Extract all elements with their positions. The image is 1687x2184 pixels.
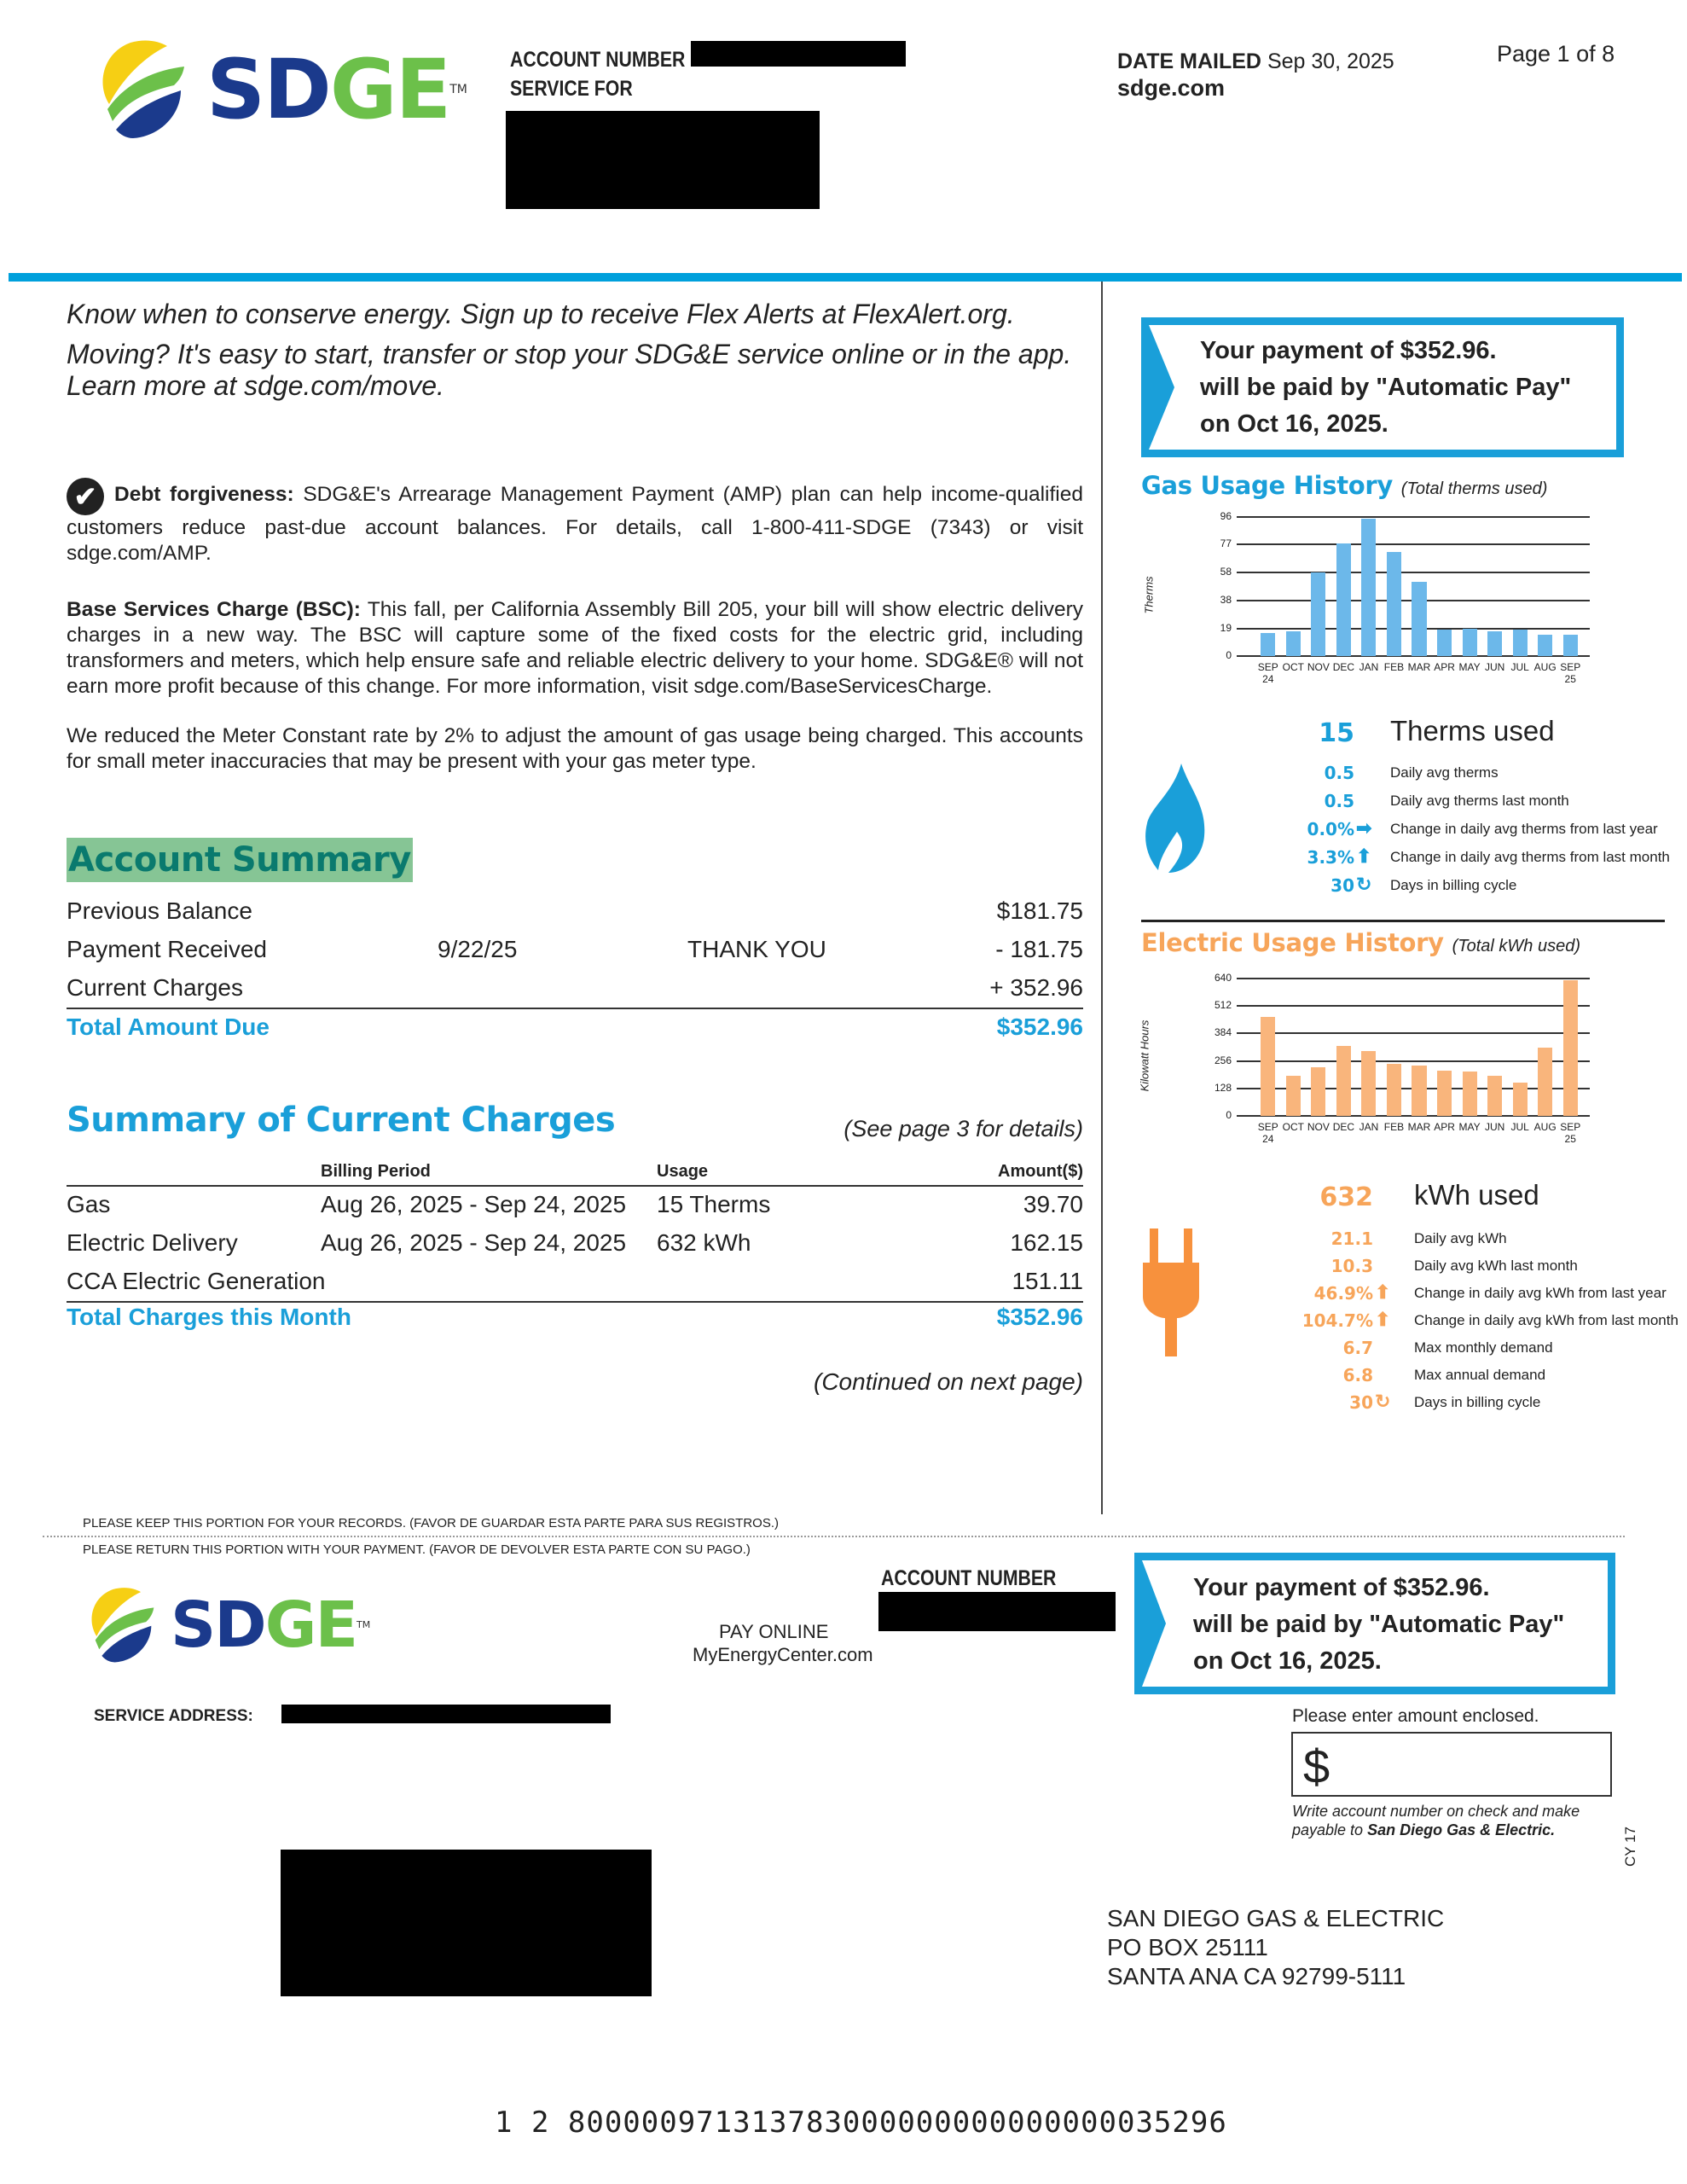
bar-nov xyxy=(1311,572,1325,656)
gas-chart-ylabel: Therms xyxy=(1142,576,1156,614)
stat-label: Max annual demand xyxy=(1414,1367,1546,1383)
bar-feb xyxy=(1387,1064,1401,1116)
sdge-logo xyxy=(92,36,467,143)
amount-enclosed-input[interactable] xyxy=(1291,1732,1612,1797)
y-tick-label: 19 xyxy=(1220,621,1232,634)
summary-row-label: Payment Received xyxy=(67,936,268,962)
y-tick-label: 0 xyxy=(1226,649,1232,661)
meter-constant-notice: We reduced the Meter Constant rate by 2% to adjust the amount of gas usage being charged. This accounts for small meter inaccuracies that may be present with your gas meter type. xyxy=(67,724,1083,773)
charge-amount: 151.11 xyxy=(1012,1268,1083,1294)
logo-ge: GE xyxy=(264,1589,357,1662)
charge-label: Gas xyxy=(67,1191,111,1217)
electric-usage-subtitle: (Total kWh used) xyxy=(1452,937,1581,956)
summary-row-payment-received xyxy=(67,932,1083,967)
x-tick-label: NOV xyxy=(1307,1121,1330,1133)
flex-alert-notice: Know when to conserve energy. Sign up to receive Flex Alerts at FlexAlert.org. xyxy=(67,299,1015,329)
y-tick-label: 38 xyxy=(1220,594,1232,607)
service-address-redacted xyxy=(281,1705,611,1723)
bar-oct xyxy=(1286,1076,1301,1116)
total-charges-label: Total Charges this Month xyxy=(67,1304,351,1330)
bsc-body: This fall, per California Assembly Bill 205, your bill will show electric delivery charges in a new way. The BSC will capture some of the fixed costs for the electric grid, including transformers and meters, which help ensure safe and reliable electric delivery to your home. SDG&E® will not earn more profit because of this change. For more information, visit sdge.com/BaseServicesCharge. xyxy=(67,598,1083,698)
x-tick-label: NOV xyxy=(1307,661,1330,673)
electric-usage-title-text: Electric Usage History xyxy=(1141,928,1444,957)
x-tick-label: APR xyxy=(1434,1121,1455,1133)
autopay-line2: will be paid by "Automatic Pay" xyxy=(1200,374,1572,401)
logo-sd: SD xyxy=(171,1589,265,1662)
x-tick-label: MAY xyxy=(1458,661,1481,673)
stat-value: 21.1 xyxy=(1330,1228,1373,1249)
bar-sep-25 xyxy=(1563,980,1578,1116)
autopay-line1: Your payment of $352.96. xyxy=(1193,1574,1490,1601)
arrow-marker-icon xyxy=(1142,1560,1166,1687)
summary-row-current-charges xyxy=(67,971,1083,1005)
stat-label: Therms used xyxy=(1390,715,1555,746)
x-tick-label: MAY xyxy=(1458,1121,1481,1133)
summary-row-date: 9/22/25 xyxy=(438,936,518,962)
remit-address xyxy=(1107,1904,1444,1991)
electric-usage-chart xyxy=(1214,972,1600,1145)
gas-usage-subtitle: (Total therms used) xyxy=(1400,479,1548,498)
charge-period: Aug 26, 2025 - Sep 24, 2025 xyxy=(321,1229,627,1256)
check-instructions xyxy=(1292,1802,1580,1839)
stat-value: 30 xyxy=(1349,1392,1373,1413)
remit-address-line1: SAN DIEGO GAS & ELECTRIC xyxy=(1107,1905,1445,1931)
debt-forgiveness-notice xyxy=(67,478,1083,566)
bar-dec xyxy=(1336,1046,1351,1116)
bsc-notice xyxy=(67,597,1083,700)
cycle-icon: ↻ xyxy=(1356,874,1372,895)
sdge-logo-stub xyxy=(84,1583,370,1668)
bar-dec xyxy=(1336,543,1351,656)
arrow-right-icon: ➡ xyxy=(1356,817,1372,839)
stat-value: 104.7% xyxy=(1301,1310,1373,1331)
y-tick-label: 58 xyxy=(1220,565,1232,578)
total-due-amount: $352.96 xyxy=(996,1014,1083,1040)
date-mailed xyxy=(1117,49,1394,74)
debt-forgiveness-title: Debt forgiveness: xyxy=(114,483,294,506)
checkmark-icon: ✔ xyxy=(67,478,104,515)
gridline xyxy=(1237,1032,1590,1034)
payee-name: San Diego Gas & Electric. xyxy=(1367,1821,1556,1838)
stat-label: Daily avg therms last month xyxy=(1390,793,1569,809)
pay-online-label: PAY ONLINE xyxy=(719,1621,829,1642)
see-page-details: (See page 3 for details) xyxy=(844,1116,1083,1141)
stat-label: Change in daily avg therms from last month xyxy=(1390,849,1670,865)
x-tick-label: DEC xyxy=(1332,1121,1355,1133)
gas-usage-chart xyxy=(1220,510,1600,685)
debt-forgiveness-body: SDG&E's Arrearage Management Payment (AMP) plan can help income-qualified customers reduce past-due account balances. For details, call 1-800-411-SDGE (7343) or visit sdge.com/AMP. xyxy=(67,483,1083,565)
charge-amount: 39.70 xyxy=(1023,1191,1083,1217)
service-for-label: SERVICE FOR xyxy=(510,77,633,101)
amount-enclosed-label: Please enter amount enclosed. xyxy=(1292,1706,1539,1726)
mailing-address-redacted xyxy=(281,1850,652,1996)
keep-portion-note: PLEASE KEEP THIS PORTION FOR YOUR RECORDS. (FAVOR DE GUARDAR ESTA PARTE PARA SUS REGISTROS.) xyxy=(83,1516,780,1531)
bar-sep-25 xyxy=(1563,635,1578,656)
summary-divider xyxy=(67,1008,1083,1009)
charge-usage: 632 kWh xyxy=(657,1229,751,1256)
date-mailed-label: DATE MAILED xyxy=(1117,49,1261,73)
x-tick-label: OCT xyxy=(1282,1121,1304,1133)
summary-row-note: THANK YOU xyxy=(687,936,826,962)
return-portion-note: PLEASE RETURN THIS PORTION WITH YOUR PAYMENT. (FAVOR DE DEVOLVER ESTA PARTE CON SU PAGO.) xyxy=(83,1542,751,1557)
bar-jun xyxy=(1487,1076,1502,1116)
dollar-sign: $ xyxy=(1303,1740,1330,1793)
charge-period: Aug 26, 2025 - Sep 24, 2025 xyxy=(321,1191,627,1217)
bar-jul xyxy=(1513,1083,1528,1116)
charge-row-electric-delivery xyxy=(67,1226,1083,1260)
stat-label: kWh used xyxy=(1414,1179,1539,1211)
y-tick-label: 512 xyxy=(1214,999,1232,1012)
col-amount: Amount($) xyxy=(998,1162,1083,1181)
x-tick-label: SEP 25 xyxy=(1560,661,1581,685)
bar-aug xyxy=(1538,1048,1552,1117)
check-instructions-line1: Write account number on check and make xyxy=(1292,1803,1580,1820)
x-tick-label: JUL xyxy=(1510,1121,1529,1133)
bar-jun xyxy=(1487,631,1502,656)
x-tick-label: MAR xyxy=(1407,1121,1431,1133)
gridline xyxy=(1237,516,1590,518)
tear-line xyxy=(43,1536,1625,1537)
stat-value: 6.8 xyxy=(1342,1365,1373,1385)
moving-notice-line1: Moving? It's easy to start, transfer or stop your SDG&E service online or in the app. xyxy=(67,339,1072,369)
stat-label: Max monthly demand xyxy=(1414,1339,1553,1356)
x-tick-label: JAN xyxy=(1359,1121,1379,1133)
bar-jan xyxy=(1361,1051,1376,1116)
summary-row-amount: $181.75 xyxy=(996,897,1083,924)
bar-aug xyxy=(1538,635,1552,656)
summary-row-label: Previous Balance xyxy=(67,897,252,924)
col-billing-period: Billing Period xyxy=(321,1162,431,1181)
charge-row-gas xyxy=(67,1188,1083,1222)
gridline xyxy=(1237,978,1590,979)
summary-row-previous-balance xyxy=(67,894,1083,928)
summary-row-amount: + 352.96 xyxy=(989,974,1083,1001)
electric-chart-ylabel: Kilowatt Hours xyxy=(1138,1019,1151,1092)
y-tick-label: 0 xyxy=(1226,1109,1232,1121)
service-for-redacted xyxy=(506,111,820,209)
bar-nov xyxy=(1311,1067,1325,1116)
x-tick-label: AUG xyxy=(1533,661,1557,673)
stat-label: Days in billing cycle xyxy=(1414,1394,1541,1410)
stat-value: 3.3% xyxy=(1307,847,1354,868)
sdge-sun-logo-icon xyxy=(84,1584,160,1666)
summary-row-total-due xyxy=(67,1010,1083,1044)
bsc-title: Base Services Charge (BSC): xyxy=(67,598,361,621)
charge-row-cca-generation xyxy=(67,1264,1083,1298)
pay-online-link[interactable]: MyEnergyCenter.com xyxy=(693,1644,873,1665)
chart-plot-area xyxy=(1237,517,1590,656)
stat-value: 30 xyxy=(1330,875,1354,896)
electric-usage-title xyxy=(1141,928,1580,957)
bar-jan xyxy=(1361,519,1376,656)
stat-label: Change in daily avg kWh from last year xyxy=(1414,1285,1667,1301)
charge-usage: 15 Therms xyxy=(657,1191,771,1217)
y-tick-label: 77 xyxy=(1220,537,1232,550)
check-instructions-line2: payable to xyxy=(1292,1821,1364,1838)
autopay-notice-box xyxy=(1141,317,1624,457)
plug-icon xyxy=(1143,1228,1199,1356)
x-tick-label: JAN xyxy=(1359,661,1379,673)
charge-label: CCA Electric Generation xyxy=(67,1268,326,1294)
date-mailed-value: Sep 30, 2025 xyxy=(1267,49,1394,73)
stat-label: Daily avg kWh last month xyxy=(1414,1258,1578,1274)
chart-plot-area xyxy=(1237,979,1590,1116)
arrow-up-icon: ⬆ xyxy=(1375,1281,1391,1303)
stat-value: 10.3 xyxy=(1330,1256,1373,1276)
gridline xyxy=(1237,1005,1590,1007)
stat-value: 632 xyxy=(1319,1182,1373,1212)
bar-jul xyxy=(1513,630,1528,656)
x-tick-label: JUN xyxy=(1484,1121,1505,1133)
logo-tm: TM xyxy=(449,83,467,96)
x-tick-label: AUG xyxy=(1533,1121,1557,1133)
arrow-marker-icon xyxy=(1149,325,1174,450)
bar-feb xyxy=(1387,552,1401,656)
charges-header-divider xyxy=(67,1185,1083,1187)
x-tick-label: FEB xyxy=(1383,1121,1405,1133)
bar-mar xyxy=(1412,1066,1426,1116)
stat-value: 0.0% xyxy=(1307,819,1354,839)
bar-mar xyxy=(1412,582,1426,656)
x-tick-label: SEP 24 xyxy=(1257,661,1278,685)
charge-label: Electric Delivery xyxy=(67,1229,238,1256)
website-link[interactable]: sdge.com xyxy=(1117,75,1226,101)
logo-sd: SD xyxy=(206,42,330,137)
column-divider xyxy=(1101,282,1103,1514)
right-section-divider xyxy=(1141,920,1665,922)
continued-note: (Continued on next page) xyxy=(814,1368,1083,1395)
stat-label: Daily avg therms xyxy=(1390,764,1499,781)
total-charges-amount: $352.96 xyxy=(996,1304,1083,1330)
y-tick-label: 128 xyxy=(1214,1081,1232,1094)
gridline xyxy=(1237,1060,1590,1062)
logo-ge: GE xyxy=(329,42,450,137)
account-number-label: ACCOUNT NUMBER xyxy=(510,48,686,72)
sdge-sun-logo-icon xyxy=(92,38,193,142)
stat-value: 46.9% xyxy=(1313,1283,1373,1304)
x-tick-label: MAR xyxy=(1407,661,1431,673)
stat-label: Days in billing cycle xyxy=(1390,877,1517,893)
stub-account-number-label: ACCOUNT NUMBER xyxy=(881,1566,1057,1590)
moving-notice-line2: Learn more at sdge.com/move. xyxy=(67,370,444,401)
col-usage: Usage xyxy=(657,1162,709,1181)
y-tick-label: 96 xyxy=(1220,510,1232,522)
charge-amount: 162.15 xyxy=(1010,1229,1083,1256)
stub-autopay-notice-box xyxy=(1134,1553,1615,1694)
gridline xyxy=(1237,572,1590,573)
autopay-line1: Your payment of $352.96. xyxy=(1200,337,1497,364)
x-tick-label: DEC xyxy=(1332,661,1355,673)
stat-value: 6.7 xyxy=(1342,1338,1373,1358)
x-tick-label: SEP 25 xyxy=(1560,1121,1581,1145)
bar-oct xyxy=(1286,631,1301,656)
summary-row-amount: - 181.75 xyxy=(995,936,1083,962)
autopay-line2: will be paid by "Automatic Pay" xyxy=(1193,1611,1565,1638)
gridline xyxy=(1237,543,1590,545)
y-tick-label: 384 xyxy=(1214,1026,1232,1039)
stat-label: Daily avg kWh xyxy=(1414,1230,1507,1246)
charge-row-total xyxy=(67,1300,1083,1334)
x-tick-label: SEP 24 xyxy=(1257,1121,1278,1145)
stub-account-number-redacted xyxy=(878,1592,1116,1631)
y-tick-label: 256 xyxy=(1214,1054,1232,1066)
gas-usage-title xyxy=(1141,471,1547,500)
autopay-line3: on Oct 16, 2025. xyxy=(1200,410,1388,438)
logo-tm: TM xyxy=(357,1619,371,1630)
bar-may xyxy=(1463,629,1477,656)
summary-row-label: Current Charges xyxy=(67,974,243,1001)
bar-sep-24 xyxy=(1261,1017,1275,1116)
x-tick-label: JUL xyxy=(1510,661,1529,673)
bar-apr xyxy=(1437,630,1452,656)
page-indicator: Page 1 of 8 xyxy=(1497,41,1615,67)
flame-icon xyxy=(1143,764,1207,874)
x-tick-label: APR xyxy=(1434,661,1455,673)
service-address-label: SERVICE ADDRESS: xyxy=(94,1707,253,1725)
bar-may xyxy=(1463,1072,1477,1116)
stat-value: 15 xyxy=(1319,718,1354,748)
total-due-label: Total Amount Due xyxy=(67,1014,270,1040)
stat-label: Change in daily avg kWh from last month xyxy=(1414,1312,1678,1328)
remit-address-line3: SANTA ANA CA 92799-5111 xyxy=(1107,1963,1406,1989)
account-summary-title: Account Summary xyxy=(67,838,413,882)
autopay-line3: on Oct 16, 2025. xyxy=(1193,1647,1382,1675)
gas-usage-title-text: Gas Usage History xyxy=(1141,471,1393,500)
arrow-up-icon: ⬆ xyxy=(1375,1309,1391,1330)
account-number-redacted xyxy=(691,41,906,67)
bar-apr xyxy=(1437,1071,1452,1116)
stat-value: 0.5 xyxy=(1324,763,1354,783)
header-divider-bar xyxy=(9,273,1682,282)
arrow-up-icon: ⬆ xyxy=(1356,845,1372,867)
remit-address-line2: PO BOX 25111 xyxy=(1107,1934,1268,1960)
cy-code: CY 17 xyxy=(1622,1827,1638,1867)
bar-sep-24 xyxy=(1261,633,1275,656)
ocr-scanline: 1 2 800000971313783000000000000000035296 xyxy=(495,2106,1227,2140)
x-tick-label: FEB xyxy=(1383,661,1405,673)
x-tick-label: OCT xyxy=(1282,661,1304,673)
stat-label: Change in daily avg therms from last year xyxy=(1390,821,1658,837)
x-tick-label: JUN xyxy=(1484,661,1505,673)
y-tick-label: 640 xyxy=(1214,972,1232,984)
stat-value: 0.5 xyxy=(1324,791,1354,811)
current-charges-title: Summary of Current Charges xyxy=(67,1101,616,1140)
cycle-icon: ↻ xyxy=(1375,1391,1391,1412)
